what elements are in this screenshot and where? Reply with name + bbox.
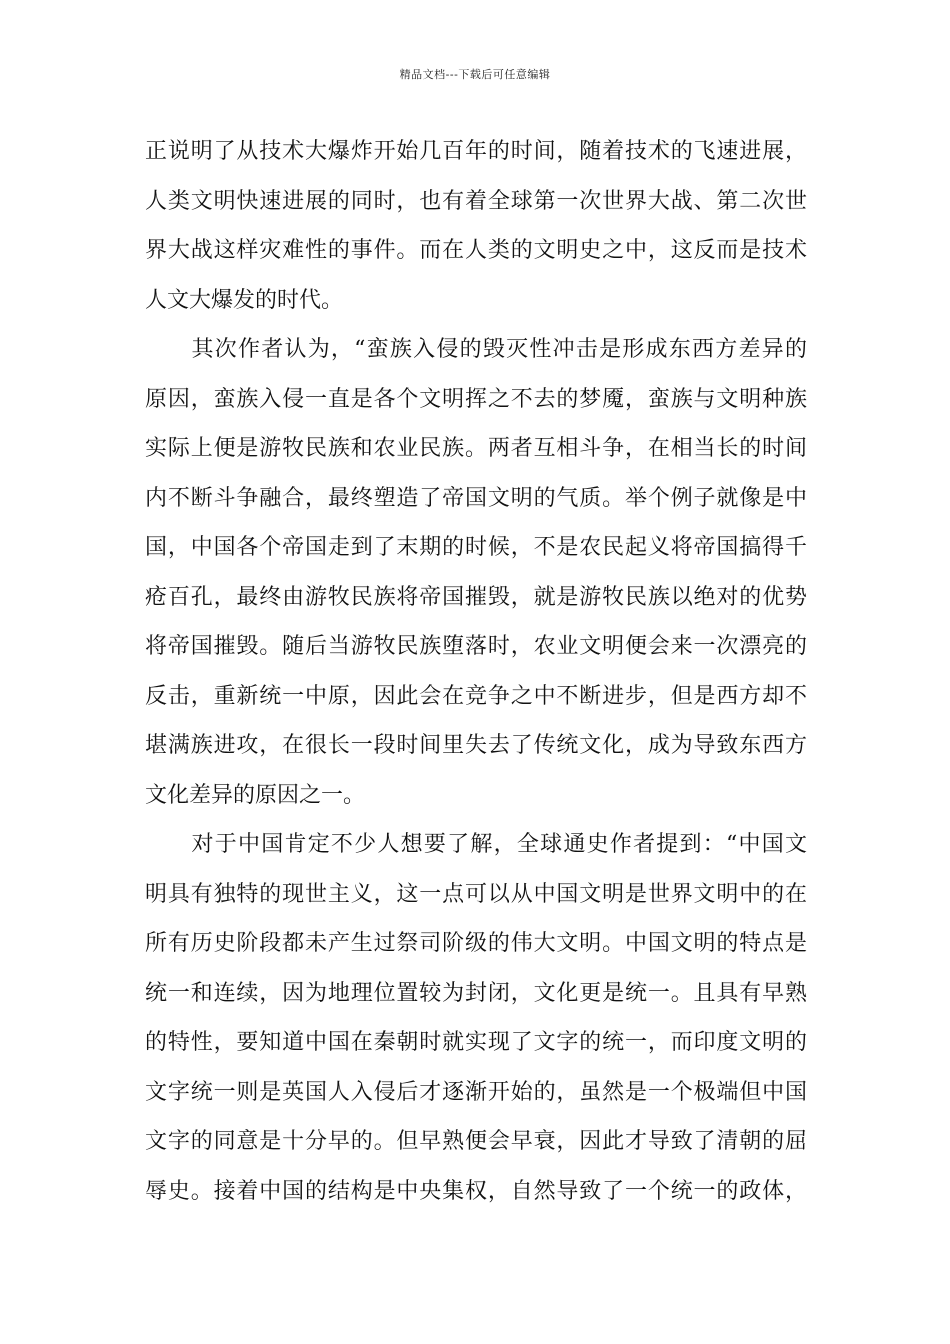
text-line: 的特性，要知道中国在秦朝时就实现了文字的统一，而印度文明的 [145, 1030, 807, 1055]
text-line: 所有历史阶段都未产生过祭司阶级的伟大文明。中国文明的特点是 [145, 931, 807, 956]
paragraph [145, 336, 807, 831]
text-line: 反击，重新统一中原，因此会在竞争之中不断进步，但是西方却不 [145, 683, 807, 709]
text-line: 文化差异的原因之一。 [145, 782, 366, 808]
text-line: 辱史。接着中国的结构是中央集权，自然导致了一个统一的政体， [145, 1178, 807, 1204]
paragraph [145, 138, 807, 336]
text-line: 正说明了从技术大爆炸开始几百年的时间，随着技术的飞速进展， [145, 139, 807, 164]
text-line: 原因，蛮族入侵一直是各个文明挥之不去的梦魇，蛮族与文明种族 [145, 386, 807, 412]
document-body [145, 138, 807, 1227]
text-line: 国，中国各个帝国走到了末期的时候，不是农民起义将帝国搞得千 [145, 535, 807, 560]
text-line: 堪满族进攻，在很长一段时间里失去了传统文化，成为导致东西方 [145, 733, 807, 758]
text-line: 文字统一则是英国人入侵后才逐渐开始的，虽然是一个极端但中国 [145, 1079, 807, 1105]
text-line: 明具有独特的现世主义，这一点可以从中国文明是世界文明中的在 [145, 881, 807, 907]
page-header: 精品文档---下载后可任意编辑 [399, 68, 551, 81]
text-line: 实际上便是游牧民族和农业民族。两者互相斗争，在相当长的时间 [145, 436, 807, 461]
text-line: 对于中国肯定不少人想要了解，全球通史作者提到：“中国文 [145, 832, 807, 857]
text-line: 人文大爆发的时代。 [145, 287, 344, 313]
text-line: 人类文明快速进展的同时，也有着全球第一次世界大战、第二次世 [145, 188, 807, 214]
text-line: 文字的同意是十分早的。但早熟便会早衰，因此才导致了清朝的屈 [145, 1129, 807, 1154]
text-line: 内不断斗争融合，最终塑造了帝国文明的气质。举个例子就像是中 [145, 485, 807, 511]
paragraph [145, 831, 807, 1227]
text-line: 其次作者认为，“蛮族入侵的毁灭性冲击是形成东西方差异的 [145, 337, 807, 362]
text-line: 界大战这样灾难性的事件。而在人类的文明史之中，这反而是技术 [145, 238, 807, 263]
text-line: 疮百孔，最终由游牧民族将帝国摧毁，就是游牧民族以绝对的优势 [145, 584, 807, 610]
text-line: 将帝国摧毁。随后当游牧民族堕落时，农业文明便会来一次漂亮的 [145, 634, 807, 659]
text-line: 统一和连续，因为地理位置较为封闭，文化更是统一。且具有早熟 [145, 980, 807, 1006]
